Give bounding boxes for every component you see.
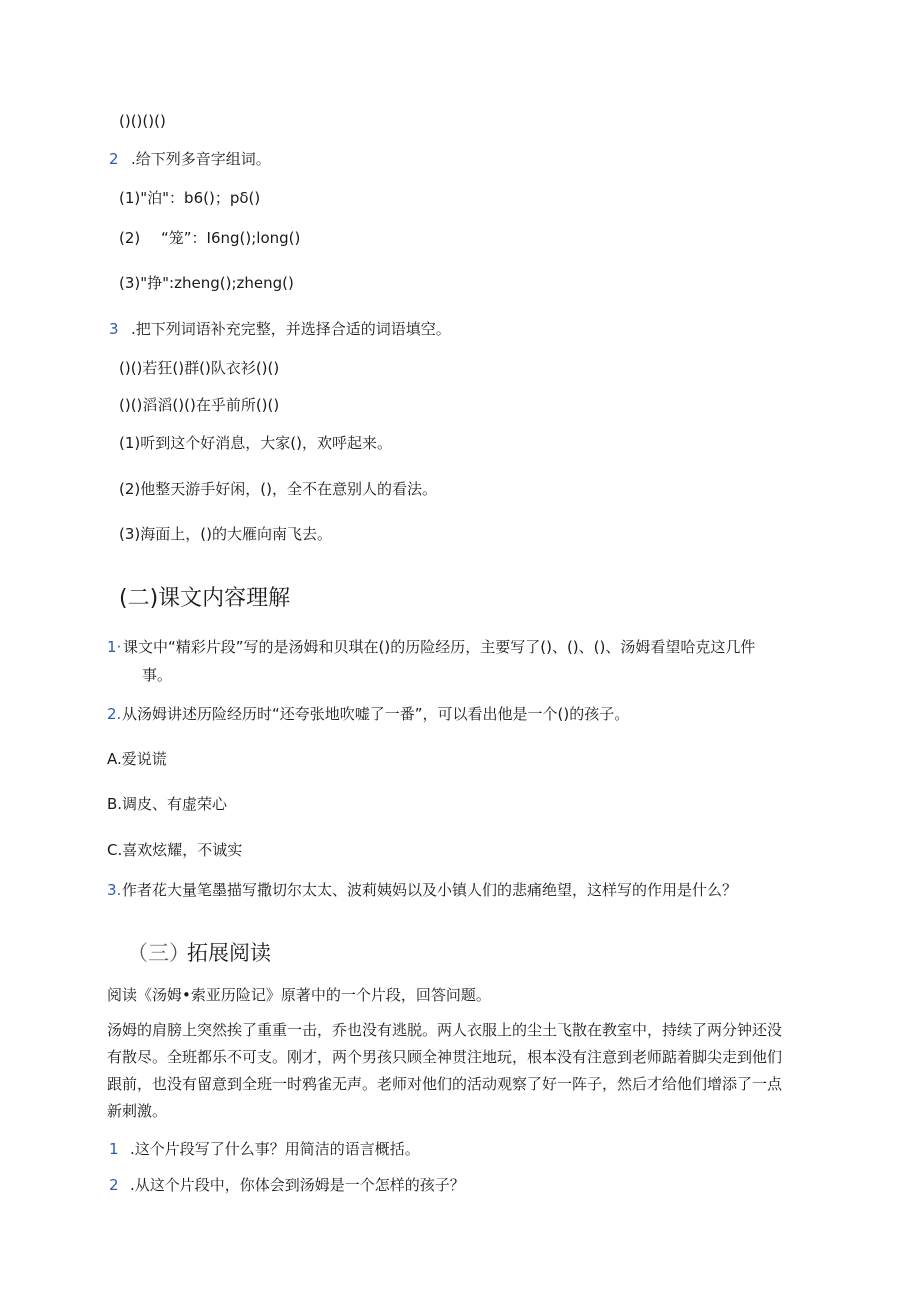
option-a: A.爱说谎: [107, 750, 167, 768]
passage-line-1: 汤姆的肩膀上突然挨了重重一击，乔也没有逃脱。两人衣服上的尘土飞散在教室中，持续了两分钟还没: [107, 1021, 783, 1039]
section-3-title: 拓展阅读: [187, 941, 271, 965]
q3-number: 3: [109, 320, 119, 338]
q2-prompt: .给下列多音字组词。: [131, 150, 271, 168]
s2-q3-text: 作者花大量笔墨描写撒切尔太太、波莉姨妈以及小镇人们的悲痛绝望，这样写的作用是什么？: [122, 881, 738, 899]
q2-item-2-number: (2): [119, 229, 141, 247]
passage-line-3: 跟前，也没有留意到全班一时鸦雀无声。老师对他们的活动观察了好一阵子，然后才给他们增添了一点: [107, 1075, 783, 1093]
q2-item-2: “笼”：I6ng();long(): [161, 229, 301, 247]
q3-sentence-3: (3)海面上，()的大雁向南飞去。: [119, 525, 332, 543]
q2-item-1: (1)"泊"：b6()；pδ(): [119, 189, 261, 207]
q3-word-row-2: ()()滔滔()()在乎前所()(): [119, 396, 280, 414]
section-2-title: (二)课文内容理解: [119, 586, 291, 611]
q3-word-row-1: ()()若狂()群()队衣衫()(): [119, 359, 280, 377]
s2-q2-number: 2.: [107, 705, 122, 723]
q3-prompt: .把下列词语补充完整，并选择合适的词语填空。: [131, 320, 451, 338]
blanks-line: ()()()(): [119, 112, 166, 130]
s3-q1-number: 1: [109, 1140, 119, 1158]
section-3-paren: （三）: [127, 941, 190, 965]
s2-q3-number: 3.: [107, 881, 122, 899]
s3-q1-text: .这个片段写了什么事？用简洁的语言概括。: [130, 1140, 420, 1158]
s3-q2-number: 2: [109, 1176, 119, 1194]
s3-intro: 阅读《汤姆•索亚历险记》原著中的一个片段，回答问题。: [107, 986, 491, 1004]
q3-sentence-1: (1)听到这个好消息，大家()，欢呼起来。: [119, 434, 392, 452]
q3-sentence-2: (2)他整天游手好闲，()，全不在意别人的看法。: [119, 480, 437, 498]
s2-q1-number: 1·: [107, 638, 122, 656]
option-b: B.调皮、有虚荣心: [107, 795, 228, 813]
q2-item-3: (3)"挣":zheng();zheng(): [119, 274, 294, 292]
s2-q2-text: 从汤姆讲述历险经历时“还夸张地吹嘘了一番”，可以看出他是一个()的孩子。: [122, 705, 630, 723]
s2-q1-continuation: 事。: [142, 666, 173, 684]
option-c: C.喜欢炫耀，不诚实: [107, 841, 243, 859]
passage-line-4: 新刺激。: [107, 1102, 168, 1120]
s2-q1-text: 课文中“精彩片段”写的是汤姆和贝琪在()的历险经历，主要写了()、()、()、汤姆看望哈克这几件: [123, 638, 756, 656]
passage-line-2: 有散尽。全班都乐不可支。刚才，两个男孩只顾全神贯注地玩，根本没有注意到老师踮着脚尖走到他们: [107, 1048, 783, 1066]
q2-number: 2: [109, 150, 119, 168]
s3-q2-text: .从这个片段中，你体会到汤姆是一个怎样的孩子？: [130, 1176, 465, 1194]
